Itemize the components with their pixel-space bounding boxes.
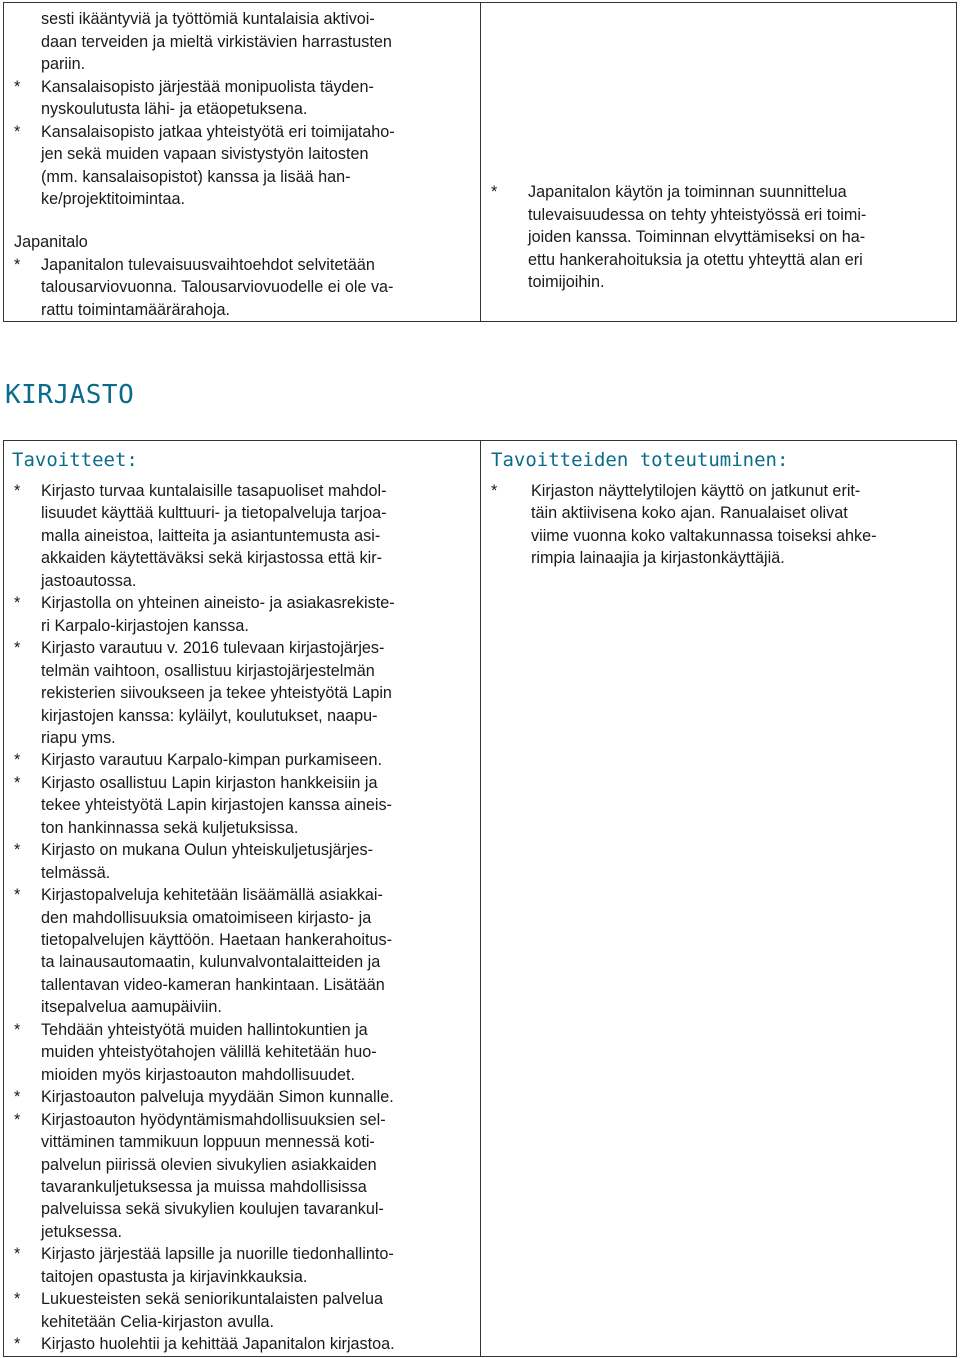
text-line: Kirjasto järjestää lapsille ja nuorille tiedonhallinto- [41,1245,394,1264]
text-line: sesti ikääntyviä ja työttömiä kuntalaisia aktivoi- [41,10,375,28]
text-line: lisuudet käyttää kulttuuri- ja tietopalveluja tarjoa- [41,504,387,523]
text-line: rimpia lainaajia ja kirjastonkäyttäjiä. [531,549,785,568]
text-line: itsepalvelua aamupäiviin. [41,998,222,1017]
goals-table [3,440,957,1357]
bullet-star: * [14,841,21,860]
text-line: Kirjastopalveluja kehitetään lisäämällä asiakkai- [41,886,383,905]
bullet-star: * [14,886,21,905]
bullet-star: * [491,482,498,500]
text-line: jetuksessa. [41,1222,122,1241]
text-line: Kirjasto varautuu Karpalo-kimpan purkamiseen. [41,751,383,770]
text-line: ke/projektitoimintaa. [41,190,185,208]
bullet-star: * [14,773,21,792]
text-line: ton hankinnassa sekä kuljetuksissa. [41,818,299,837]
text-line: muiden yhteistyötahojen välillä kehitetään huo- [41,1043,377,1062]
text-line: Kirjaston näyttelytilojen käyttö on jatkunut erit- [531,482,861,500]
text-line: ettu hankerahoituksia ja otettu yhteyttä alan eri [528,250,863,269]
text-line: daan terveiden ja mieltä virkistävien harrastusten [41,32,392,51]
text-line: taitojen opastusta ja kirjavinkkauksia. [41,1267,308,1286]
bullet-star: * [14,77,21,96]
bullet-star: * [14,594,21,613]
bullet-star: * [14,1335,21,1354]
text-line: talousarviovuonna. Talousarviovuodelle ei ole va- [41,278,394,296]
text-line: palveluissa sekä sivukylien koulujen tavarankul- [41,1200,384,1219]
text-line: Kirjasto on mukana Oulun yhteiskuljetusjärjes- [41,841,374,860]
text-line: tekee yhteistyötä Lapin kirjastojen kanssa aineis- [41,796,392,815]
text-line: täin aktiivisena koko ajan. Ranualaiset olivat [531,504,848,523]
bullet-star: * [14,1020,21,1039]
text-line: Kirjasto turvaa kuntalaisille tasapuoliset mahdol- [41,482,387,500]
text-line: (mm. kansalaisopistot) kanssa ja lisää han- [41,167,351,186]
results-header: Tavoitteiden toteutuminen: [491,449,789,471]
text-line: tallentavan video-kameran hankintaan. Lisätään [41,975,385,994]
bullet-star: * [14,639,21,658]
text-line: tietopalvelujen käyttöön. Haetaan hankerahoitus- [41,931,392,949]
text-line: Kirjastoauton palveluja myydään Simon kunnalle. [41,1088,394,1107]
text-line: nyskoulutusta lähi- ja etäopetuksena. [41,100,308,118]
text-line: malla aineistoa, laitteita ja asiantuntemusta asi- [41,526,381,545]
bullet-star: * [14,255,21,274]
text-line: rekisterien siivoukseen ja tekee yhteistyötä Lapin [41,684,392,703]
text-line: Tehdään yhteistyötä muiden hallintokuntien ja [41,1020,368,1039]
bullet-star: * [14,1110,21,1129]
text-line: Lukuesteisten sekä seniorikuntalaisten palvelua [41,1290,383,1309]
top-table [3,2,957,322]
bullet-star: * [14,122,21,141]
text-line: palvelun piirissä olevien sivukylien asiakkaiden [41,1155,377,1174]
text-line: akkaiden käytettäväksi sekä kirjastossa että kir- [41,549,382,568]
text-line: tavarankuljetuksessa ja muissa mahdollisissa [41,1177,367,1196]
bullet-star: * [14,751,21,770]
text-line: Japanitalon käytön ja toiminnan suunnittelua [528,183,847,201]
text-line: joiden kanssa. Toiminnan elvyttämiseksi on ha- [528,228,866,246]
text-line: pariin. [41,55,86,73]
text-line: kirjastojen kanssa: kyläilyt, koulutukset, naapu- [41,706,378,725]
text-line: Kansalaisopisto järjestää monipuolista täyden- [41,77,374,96]
bullet-star: * [14,1290,21,1309]
bullet-star: * [14,1245,21,1264]
text-line: rattu toimintamäärärahoja. [41,300,230,319]
text-line: Kirjasto osallistuu Lapin kirjaston hankkeisiin ja [41,773,378,792]
text-line: Kirjastoauton hyödyntämismahdollisuuksien sel- [41,1110,386,1129]
subheading-japanitalo: Japanitalo [14,233,88,251]
text-line: den mahdollisuuksia omatoimiseen kirjasto- ja [41,908,372,927]
text-line: vittäminen tammikuun loppuun mennessä koti- [41,1133,375,1152]
results-cell [481,441,956,1356]
text-line: Kirjastolla on yhteinen aineisto- ja asiakasrekiste- [41,594,395,613]
goals-header: Tavoitteet: [12,449,138,471]
top-left-cell [4,3,481,321]
text-line: jen sekä muiden vapaan sivistystyön laitosten [41,145,369,163]
bullet-star: * [491,183,498,201]
text-line: ta lainausautomaatin, kulunvalvontalaitteiden ja [41,953,381,972]
text-line: Japanitalon tulevaisuusvaihtoehdot selvitetään [41,255,375,274]
section-title: KIRJASTO [5,380,135,410]
text-line: ri Karpalo-kirjastojen kanssa. [41,616,249,635]
text-line: jastoautossa. [41,571,137,590]
text-line: Kirjasto huolehtii ja kehittää Japanitalon kirjastoa. [41,1335,395,1354]
text-line: viime vuonna koko valtakunnassa toiseksi ahke- [531,526,877,545]
text-line: Kansalaisopisto jatkaa yhteistyötä eri toimijataho- [41,122,395,141]
top-right-cell [481,3,956,321]
goals-cell [4,441,481,1356]
text-line: mioiden myös kirjastoauton mahdollisuudet. [41,1065,356,1084]
text-line: tulevaisuudessa on tehty yhteistyössä eri toimi- [528,205,867,224]
bullet-star: * [14,482,21,500]
text-line: telmässä. [41,863,111,882]
text-line: telmän vaihtoon, osallistuu kirjastojärjestelmän [41,661,375,680]
text-line: Kirjasto varautuu v. 2016 tulevaan kirjastojärjes- [41,639,385,658]
text-line: toimijoihin. [528,273,605,291]
bullet-star: * [14,1088,21,1107]
text-line: riapu yms. [41,728,116,747]
text-line: kehitetään Celia-kirjaston avulla. [41,1312,275,1331]
